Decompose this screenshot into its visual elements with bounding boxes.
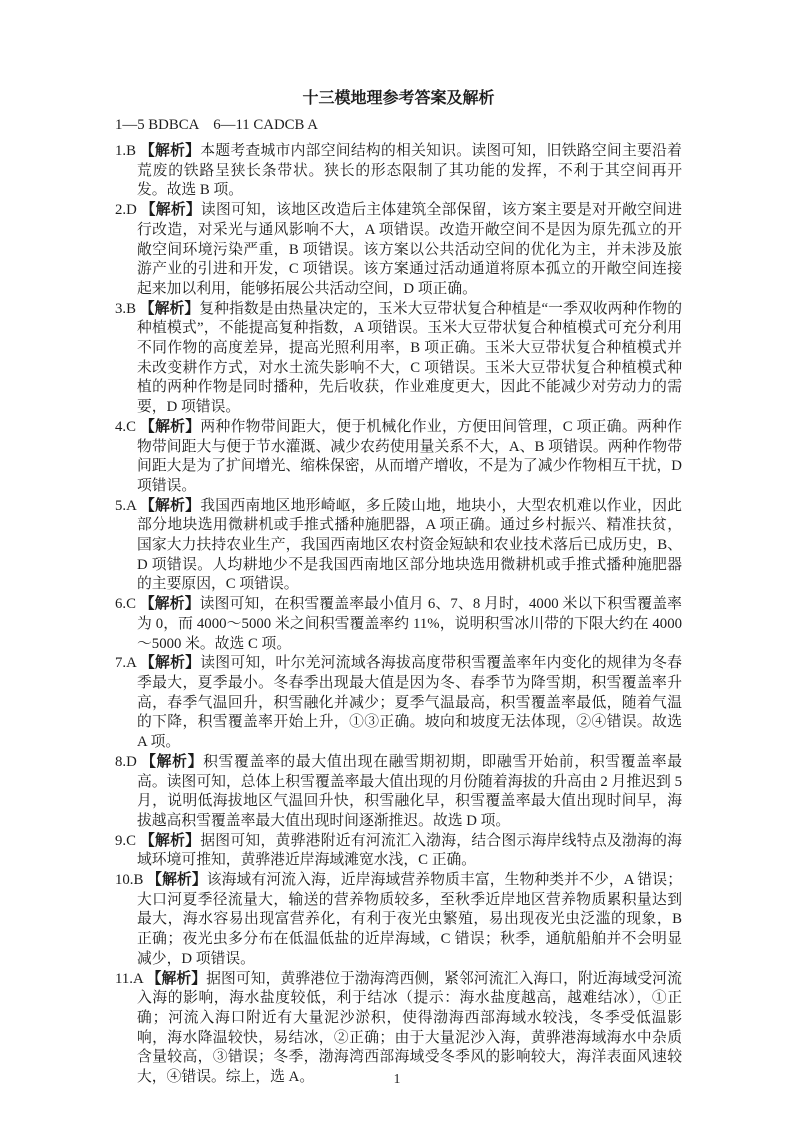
item-number-answer: 11.A (115, 970, 147, 987)
analysis-label: 【解析】 (139, 832, 201, 849)
item-analysis-text: 据图可知，黄骅港位于渤海湾西侧，紧邻河流汇入海口，附近海域受河流入海的影响，海水盐度较低，利于结冰（提示：海水盐度越高，越难结冰），①正确；河流入海口附近有大量泥沙淤积，使得渤海西部海域水较浅，冬季受低温影响，海水降温较快，易结冰，②正确；由于大量泥沙入海，黄骅港海域海水中杂质含量较高，③错误；冬季，渤海湾西部海域受冬季风的影响较大，海洋表面风速较大，④错误。综上，选 A。 (137, 970, 682, 1086)
answer-item-4 (115, 418, 682, 497)
page-title: 十三模地理参考答案及解析 (302, 90, 495, 107)
analysis-label: 【解析】 (139, 143, 201, 159)
item-number-answer: 5.A (115, 497, 140, 514)
answer-item-2 (115, 201, 682, 300)
answer-item-1 (115, 142, 682, 201)
item-analysis-text: 复种指数是由热量决定的，玉米大豆带状复合种植是“一季双收两种作物的种植模式”，不能提高复种指数，A 项错误。玉米大豆带状复合种植模式可充分利用不同作物的高度差异，提高光照利用率，B 项正确。玉米大豆带状复合种植模式并未改变耕作方式，对水土流失影响不大，C 项错误。玉米大豆带状复合种植模式种植的两种作物是同时播种，先后收获，作业难度更大，因此不能减少对劳动力的需要，D 项错误。 (137, 300, 682, 416)
item-number-answer: 2.D (115, 202, 141, 219)
item-number-answer: 10.B (115, 872, 148, 889)
answer-item-10 (115, 871, 682, 970)
answer-item-7 (115, 654, 682, 753)
item-number-answer: 6.C (115, 596, 140, 613)
item-analysis-text: 读图可知，叶尔羌河流域各海拔高度带积雪覆盖率年内变化的规律为冬春季最大，夏季最小。冬春季出现最大值是因为冬、春季节为降雪期，积雪覆盖率升高，春季气温回升，积雪融化并减少；夏季气温最高，积雪覆盖率最低，随着气温的下降，积雪覆盖率开始上升，①③正确。坡向和坡度无法体现，②④错误。故选 A 项。 (137, 655, 682, 751)
item-analysis-text: 本题考查城市内部空间结构的相关知识。读图可知，旧铁路空间主要沿着荒废的铁路呈狭长条带状。狭长的形态限制了其功能的发挥，不利于其空间再开发。故选 B 项。 (137, 143, 682, 199)
item-number-answer: 8.D (115, 753, 142, 770)
item-number-answer: 7.A (115, 655, 140, 672)
answer-explanations (115, 142, 682, 1088)
item-number-answer: 9.C (115, 832, 140, 849)
item-number-answer: 4.C (115, 418, 140, 435)
item-analysis-text: 读图可知，在积雪覆盖率最小值月 6、7、8 月时，4000 米以下积雪覆盖率为 0，而 4000～5000 米之间积雪覆盖率约 11%，说明积雪冰川带的下限大约在 4000～5000 米。故选 C 项。 (137, 596, 682, 652)
answer-item-3 (115, 300, 682, 418)
answer-item-8 (115, 753, 682, 832)
item-number-answer: 1.B (115, 143, 140, 159)
item-analysis-text: 读图可知，该地区改造后主体建筑全部保留，该方案主要是对开敞空间进行改造，对采光与通风影响不大，A 项错误。改造开敞空间不是因为原先孤立的开敞空间环境污染严重，B 项错误。该方案以公共活动空间的优化为主，并未涉及旅游产业的引进和开发，C 项错误。该方案通过活动通道将原本孤立的开敞空间连接起来加以利用，能够拓展公共活动空间，D 项正确。 (137, 202, 682, 297)
analysis-label: 【解析】 (139, 300, 200, 317)
answer-item-5 (115, 497, 682, 596)
item-number-answer: 3.B (115, 300, 140, 317)
item-analysis-text: 据图可知，黄骅港附近有河流汇入渤海，结合图示海岸线特点及渤海的海域环境可推知，黄骅港近岸海域滩宽水浅，C 正确。 (137, 832, 682, 869)
analysis-label: 【解析】 (146, 970, 207, 987)
answer-item-6 (115, 595, 682, 654)
page-number: 1 (393, 1071, 401, 1086)
analysis-label: 【解析】 (139, 418, 201, 435)
analysis-label: 【解析】 (139, 655, 201, 672)
item-analysis-text: 我国西南地区地形崎岖，多丘陵山地，地块小，大型农机难以作业，因此部分地块选用微耕机或手推式播种施肥器，A 项正确。通过乡村振兴、精准扶贫，国家大力扶持农业生产，我国西南地区农村资金短缺和农业技术落后已成历史，B、D 项错误。人均耕地少不是我国西南地区部分地块选用微耕机或手推式播种施肥器的主要原因，C 项错误。 (137, 497, 682, 593)
analysis-label: 【解析】 (139, 497, 201, 514)
item-analysis-text: 该海域有河流入海，近岸海域营养物质丰富，生物种类并不少，A 错误；大口河夏季径流量大，输送的营养物质较多，至秋季近岸地区营养物质累积量达到最大，海水容易出现富营养化，有利于夜光虫繁殖，易出现夜光虫泛滥的现象，B 正确；夜光虫多分布在低温低盐的近岸海域，C 错误；秋季，通航船舶并不会明显减少，D 项错误。 (137, 872, 682, 967)
item-analysis-text: 两种作物带间距大，便于机械化作业，方便田间管理，C 项正确。两种作物带间距大与便于节水灌溉、减少农药使用量关系不大，A、B 项错误。两种作物带间距大是为了扩间增光、缩株保密，从而增产增收，不是为了减少作物相互干扰，D 项错误。 (137, 418, 682, 494)
analysis-label: 【解析】 (139, 596, 200, 613)
answer-item-9 (115, 832, 682, 871)
analysis-label: 【解析】 (147, 872, 207, 889)
analysis-label: 【解析】 (141, 753, 204, 770)
analysis-label: 【解析】 (140, 202, 201, 219)
answer-summary-line: 1—5 BDBCA 6—11 CADCB A (115, 117, 318, 133)
item-analysis-text: 积雪覆盖率的最大值出现在融雪期初期，即融雪开始前，积雪覆盖率最高。读图可知，总体上积雪覆盖率最大值出现的月份随着海拔的升高由 2 月推迟到 5 月，说明低海拔地区气温回升快，积雪融化早，积雪覆盖率最大值出现时间早，海拔越高积雪覆盖率最大值出现时间逐渐推迟。故选 D 项。 (137, 753, 682, 829)
